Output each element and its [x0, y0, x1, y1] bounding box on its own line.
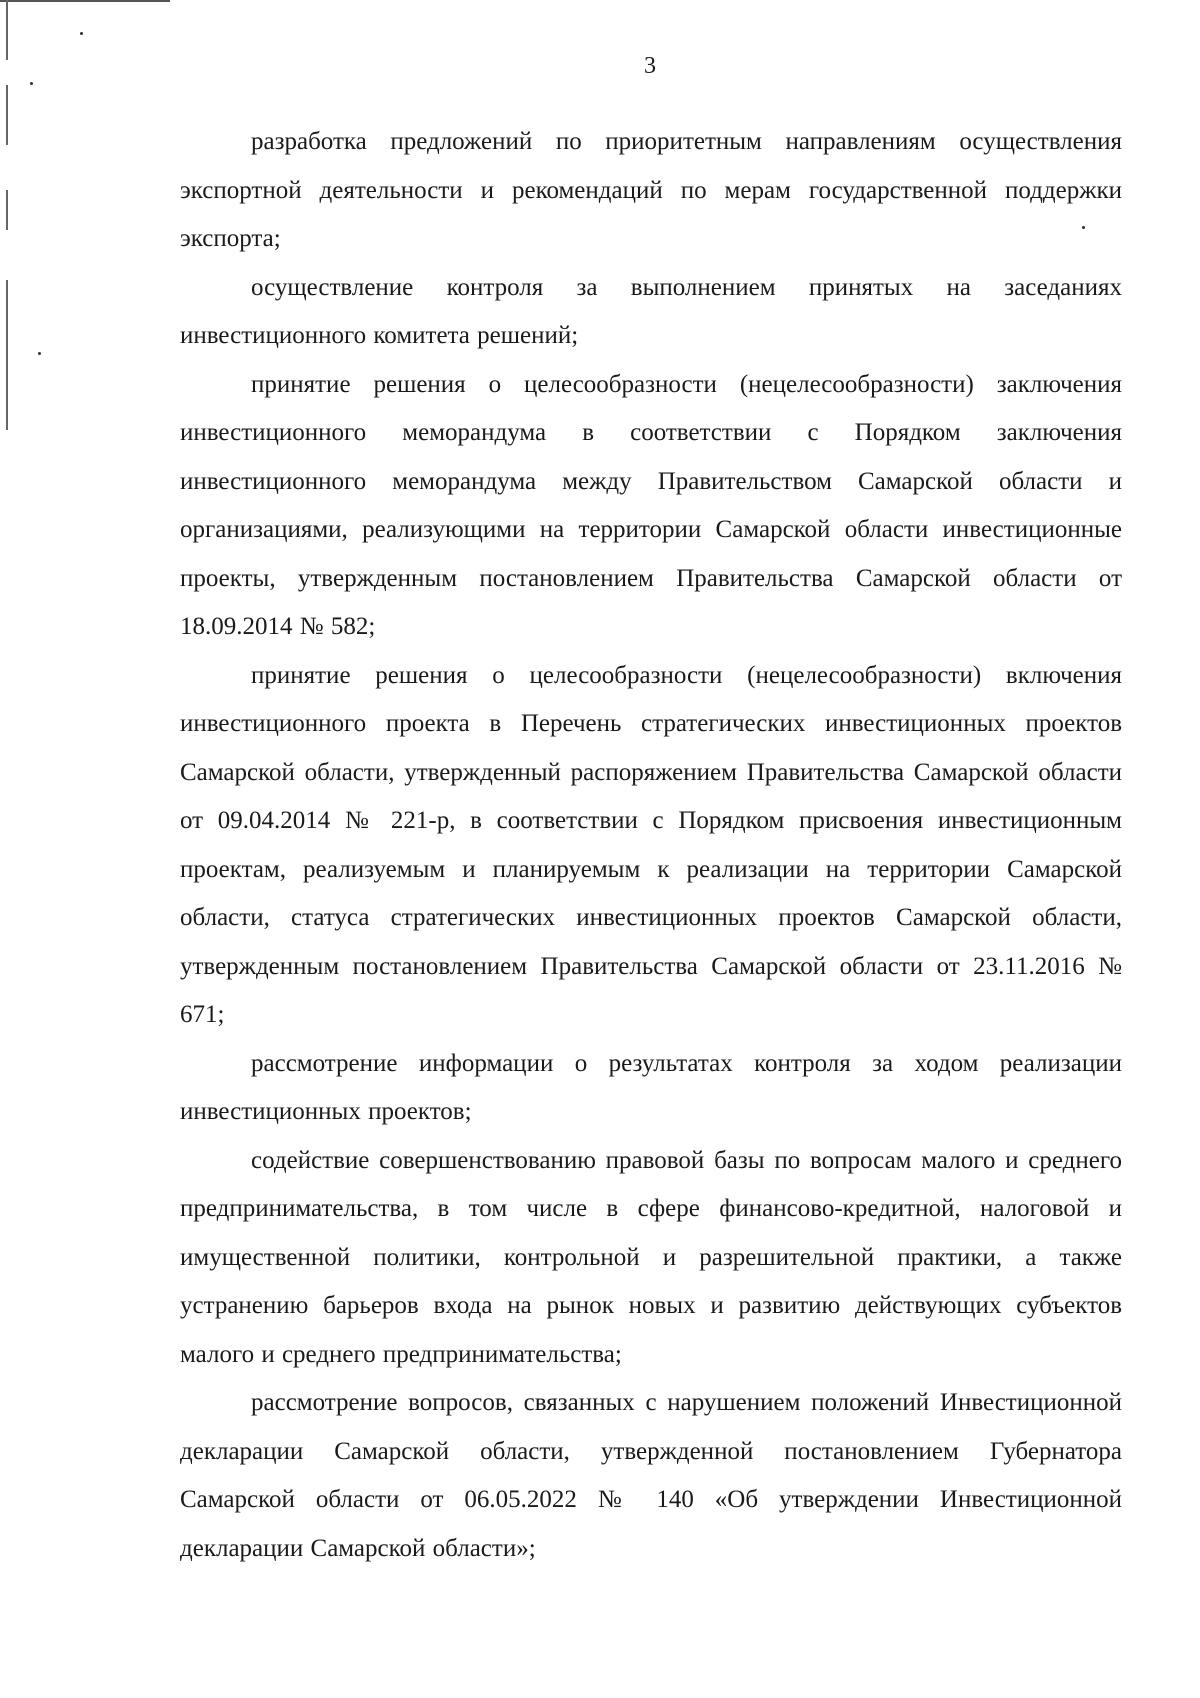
document-body — [180, 118, 1122, 1573]
paragraph-strategic-projects: принятие решения о целесообразности (нецелесообразности) включения инвестиционного проекта в Перечень стратегических инвестиционных проектов Самарской области, утвержденный распоряжением Правительства Самарской области от 09.04.2014 № 221-р, в соответствии с Порядком присвоения инвестиционным проектам, реализуемым и планируемым к реализации на территории Самарской области, статуса стратегических инвестиционных проектов Самарской области, утвержденным постановлением Правительства Самарской области от 23.11.2016 № 671; — [180, 661, 1122, 1028]
scan-edge-line-left — [6, 190, 8, 230]
paragraph-investment-declaration: рассмотрение вопросов, связанных с нарушением положений Инвестиционной декларации Самарской области, утвержденной постановлением Губернатора Самарской области от 06.05.2022 № 140 «Об утверждении Инвестиционной декларации Самарской области»; — [180, 1389, 1122, 1562]
page-number: 3 — [644, 53, 656, 79]
paragraph-sme-legal-base: содействие совершенствованию правовой базы по вопросам малого и среднего предпринимательства, в том числе в сфере финансово-кредитной, налоговой и имущественной политики, контрольной и разрешительной практики, а также устранению барьеров входа на рынок новых и развитию действующих субъектов малого и среднего предпринимательства; — [180, 1146, 1122, 1368]
scan-edge-line-top — [0, 0, 170, 2]
paragraph-control-results: рассмотрение информации о результатах контроля за ходом реализации инвестиционных проектов; — [180, 1049, 1122, 1125]
scan-edge-line-left — [6, 0, 8, 60]
paragraph-export-proposals: разработка предложений по приоритетным направлениям осуществления экспортной деятельности и рекомендаций по мерам государственной поддержки экспорта; — [180, 128, 1122, 252]
scan-speck — [38, 352, 41, 355]
paragraph-control-decisions: осуществление контроля за выполнением принятых на заседаниях инвестиционного комитета решений; — [180, 273, 1122, 349]
scan-edge-line-left — [6, 280, 8, 430]
scan-edge-line-left — [6, 85, 8, 145]
scan-speck — [30, 82, 33, 85]
paragraph-memorandum-decision: принятие решения о целесообразности (нецелесообразности) заключения инвестиционного меморандума в соответствии с Порядком заключения инвестиционного меморандума между Правительством Самарской области и организациями, реализующими на территории Самарской области инвестиционные проекты, утвержденным постановлением Правительства Самарской области от 18.09.2014 № 582; — [180, 370, 1122, 640]
scan-speck — [80, 32, 83, 35]
